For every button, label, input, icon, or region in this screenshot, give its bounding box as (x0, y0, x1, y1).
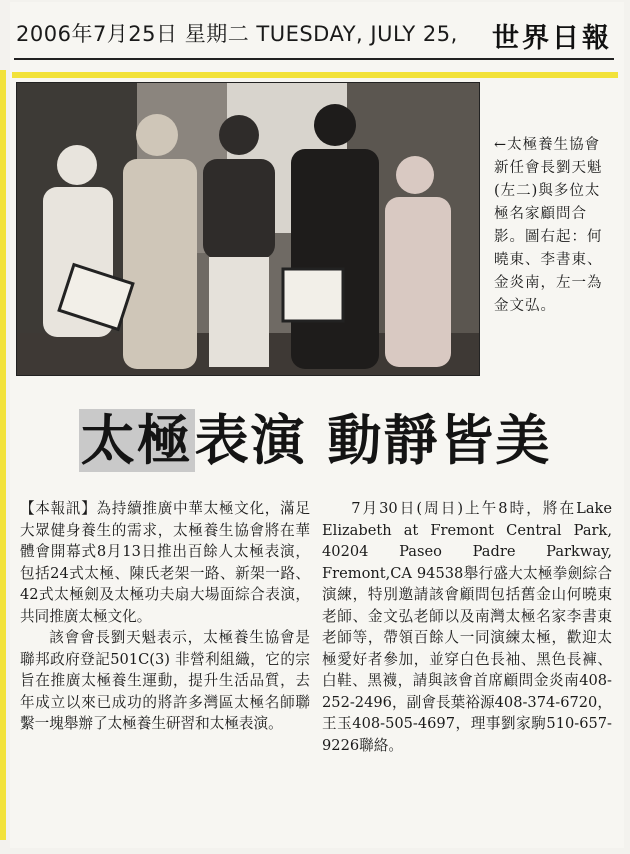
photo-caption: ←太極養生協會新任會長劉天魁(左二)與多位太極名家顧問合影。圖右起：何曉東、李書東、金炎南，左一為金文弘。 (494, 137, 603, 314)
article-paragraph-1: 【本報訊】為持續推廣中華太極文化，滿足大眾健身養生的需求，太極養生協會將在華體會開幕式8月13日推出百餘人太極表演，包括24式太極、陳氏老架一路、新架一路、42式太極劍及太極功夫扇大場面綜合表演，共同推廣太極文化。 (20, 500, 310, 625)
group-photo-image (17, 83, 479, 375)
article-column-left (20, 498, 310, 735)
article-paragraph-3: 7月30日(周日)上午8時，將在Lake Elizabeth at Fremont Central Park, 40204 Paseo Padre Parkway, Fremont,CA 94538舉行盛大太極拳劍綜合演練，特別邀請該會顧問包括舊金山何曉東老師、金文弘老師以及南灣太極名家李書東老師等，帶領百餘人一同演練太極，歡迎太極愛好者參加，並穿白色長袖、黑色長褲、白鞋、黑襪，請與該會首席顧問金炎南408-252-2496，副會長葉裕源408-374-6720，王玉408-505-4697，理事劉家駒510-657-9226聯絡。 (322, 500, 612, 754)
headline-highlight: 太極 (80, 409, 193, 472)
newspaper-header (14, 14, 614, 60)
headline-rest: 表演 動靜皆美 (194, 409, 552, 472)
highlight-marker-top (12, 72, 618, 78)
group-photo (16, 82, 480, 376)
article-column-right (322, 498, 612, 756)
newspaper-masthead: 世界日報 (492, 23, 612, 54)
article-paragraph-2: 該會會長劉天魁表示，太極養生協會是聯邦政府登記501C(3) 非營利組織，它的宗旨在推廣太極養生運動，提升生活品質，去年成立以來已成功的將許多灣區太極名師聯繫一塊舉辦了太極養生研習和太極表演。 (20, 629, 310, 732)
article-headline (0, 398, 630, 475)
header-date: 2006年7月25日 星期二 TUESDAY, JULY 25, (16, 22, 458, 46)
